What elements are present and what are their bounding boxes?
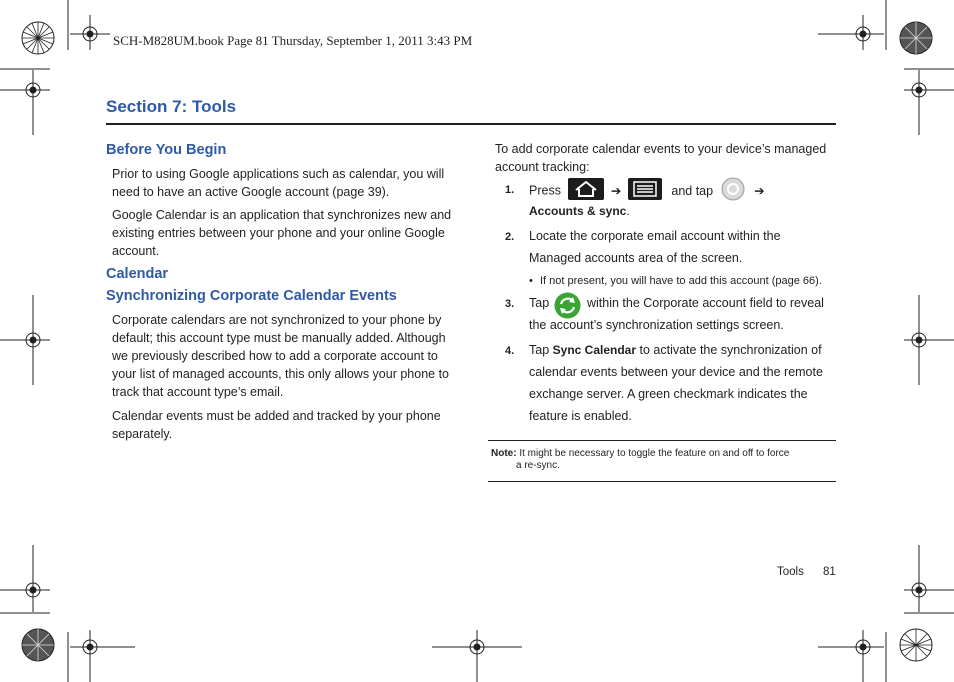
settings-icon (721, 177, 745, 201)
section-rule (106, 123, 836, 125)
note-label: Note: (491, 448, 517, 459)
and-tap-label: and tap (671, 183, 714, 198)
note-line-1 (491, 448, 789, 459)
step-1-line (529, 177, 765, 201)
note-line-2: a re-sync. (516, 460, 560, 471)
intro-paragraph: To add corporate calendar events to your device’s managed account tracking: (495, 142, 827, 174)
step-3-number: 3. (505, 298, 515, 310)
step-1-number: 1. (505, 184, 515, 196)
accounts-sync-label: Accounts & sync (529, 204, 627, 218)
sync-corporate-heading: Synchronizing Corporate Calendar Events (106, 288, 397, 304)
step-3-text: within the Corporate account field to reveal the account’s synchronization settings screen. (529, 296, 824, 332)
footer-label: Tools (777, 566, 804, 578)
step-4-text: Tap Sync Calendar to activate the synchronization of calendar events between your device and the remote exchange server. A green checkmark indicates the feature is enabled. (529, 343, 823, 423)
arrow-1: ➔ (610, 184, 622, 198)
arrow-2: ➔ (754, 184, 765, 198)
before-you-begin-heading: Before You Begin (106, 142, 227, 158)
calendar-heading: Calendar (106, 266, 169, 282)
step-2-bullet: If not present, you will have to add this account (page 66). (540, 275, 822, 287)
sync-calendar-label: Sync Calendar (552, 343, 637, 357)
sync-paragraph-1: Corporate calendars are not synchronized to your phone by default; this account type must be manually added. Although we previously described how to add a corporate account to your list of managed accounts, this only allows your phone to track that account type’s email. (112, 313, 449, 399)
home-key (568, 178, 604, 203)
note-text: It might be necessary to toggle the feature on and off to force (519, 448, 790, 459)
sync-paragraph-2: Calendar events must be added and tracked by your phone separately. (112, 409, 441, 441)
book-header-line: SCH-M828UM.book Page 81 Thursday, September 1, 2011 3:43 PM (113, 33, 473, 48)
menu-key (628, 178, 662, 203)
before-paragraph-1: Prior to using Google applications such as calendar, you will need to have an active Google account (page 39). (112, 167, 445, 199)
step-2-bullet-mark: • (529, 275, 533, 287)
step-1-target: Accounts & sync. (529, 204, 630, 218)
step-2-number: 2. (505, 231, 515, 243)
menu-icon (628, 178, 662, 200)
home-icon (568, 178, 604, 200)
section-title: Section 7: Tools (106, 97, 237, 116)
step-3-tap: Tap (529, 296, 550, 310)
settings-key (721, 177, 745, 204)
step-4-number: 4. (505, 345, 515, 357)
page-number: 81 (823, 566, 836, 578)
press-label: Press (529, 183, 561, 198)
before-paragraph-2: Google Calendar is an application that synchronizes new and existing entries between your phone and your online Google account. (112, 208, 452, 258)
step-2-text: Locate the corporate email account within the Managed accounts area of the screen. (529, 229, 781, 265)
